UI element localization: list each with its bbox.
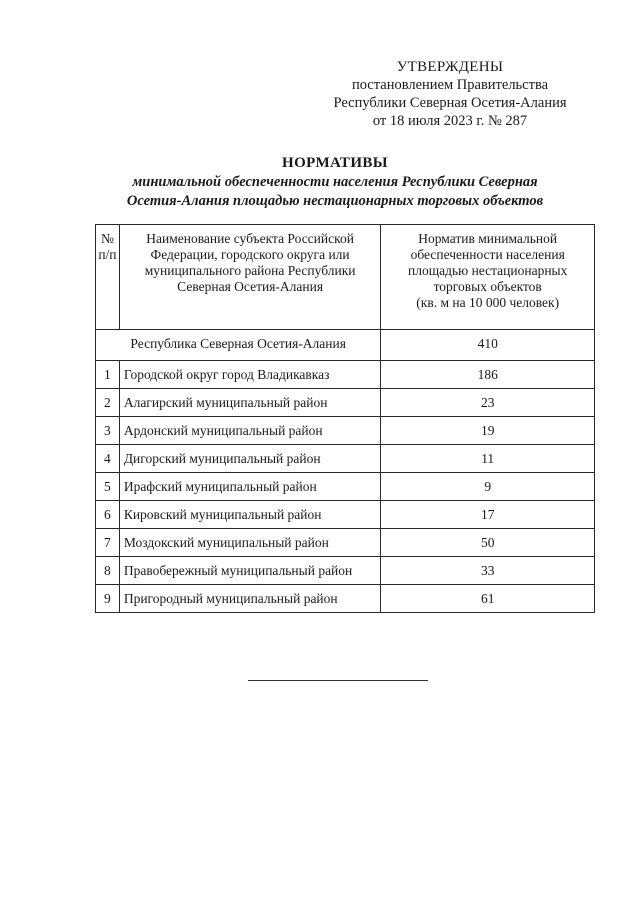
document-title: НОРМАТИВЫ <box>282 155 388 171</box>
row-name: Алагирский муниципальный район <box>119 389 381 417</box>
table-body <box>96 330 595 613</box>
table-row <box>96 557 595 585</box>
row-name: Городской округ город Владикавказ <box>119 361 381 389</box>
row-name: Ардонский муниципальный район <box>119 417 381 445</box>
approval-block <box>300 58 600 130</box>
row-value: 23 <box>381 389 595 417</box>
header-norm-unit: (кв. м на 10 000 человек) <box>416 295 560 310</box>
footer-divider <box>248 680 428 681</box>
row-name: Моздокский муниципальный район <box>119 529 381 557</box>
row-name: Ирафский муниципальный район <box>119 473 381 501</box>
document-title-block <box>90 154 580 211</box>
header-number-abbr: п/п <box>98 247 117 262</box>
row-name: Правобережный муниципальный район <box>119 557 381 585</box>
row-name: Пригородный муниципальный район <box>119 585 381 613</box>
header-name <box>119 225 381 330</box>
republic-value: 410 <box>381 330 595 361</box>
row-number: 6 <box>96 501 120 529</box>
row-number: 4 <box>96 445 120 473</box>
header-number <box>96 225 120 330</box>
row-value: 9 <box>381 473 595 501</box>
row-number: 3 <box>96 417 120 445</box>
row-value: 11 <box>381 445 595 473</box>
row-value: 33 <box>381 557 595 585</box>
approval-line-1: постановлением Правительства <box>351 77 549 93</box>
table-row <box>96 585 595 613</box>
norms-table <box>95 224 595 613</box>
row-number: 8 <box>96 557 120 585</box>
table-row <box>96 389 595 417</box>
approval-heading: УТВЕРЖДЕНЫ <box>396 59 504 75</box>
row-name: Кировский муниципальный район <box>119 501 381 529</box>
row-value: 186 <box>381 361 595 389</box>
row-name: Дигорский муниципальный район <box>119 445 381 473</box>
row-number: 2 <box>96 389 120 417</box>
republic-row <box>96 330 595 361</box>
row-value: 50 <box>381 529 595 557</box>
approval-line-3: от 18 июля 2023 г. № 287 <box>372 113 528 129</box>
document-subtitle-line-2: Осетия-Алания площадью нестационарных торговых объектов <box>126 193 544 209</box>
table-row <box>96 501 595 529</box>
row-value: 17 <box>381 501 595 529</box>
header-name-text: Наименование субъекта Российской Федерации, городского округа или муниципального района Республики Северная Осетия-Алания <box>144 231 356 294</box>
row-number: 5 <box>96 473 120 501</box>
row-number: 7 <box>96 529 120 557</box>
document-subtitle-line-1: минимальной обеспеченности населения Республики Северная <box>132 174 538 190</box>
table-row <box>96 445 595 473</box>
table-header-row <box>96 225 595 330</box>
header-norm-text: Норматив минимальной обеспеченности населения площадью нестационарных торговых объектов <box>407 231 568 294</box>
row-value: 19 <box>381 417 595 445</box>
table-row <box>96 473 595 501</box>
approval-line-2: Республики Северная Осетия-Алания <box>333 95 567 111</box>
table-row <box>96 417 595 445</box>
header-number-sign: № <box>100 231 114 246</box>
row-number: 9 <box>96 585 120 613</box>
table-row <box>96 361 595 389</box>
header-norm <box>381 225 595 330</box>
table-row <box>96 529 595 557</box>
republic-name: Республика Северная Осетия-Алания <box>96 330 381 361</box>
row-value: 61 <box>381 585 595 613</box>
row-number: 1 <box>96 361 120 389</box>
